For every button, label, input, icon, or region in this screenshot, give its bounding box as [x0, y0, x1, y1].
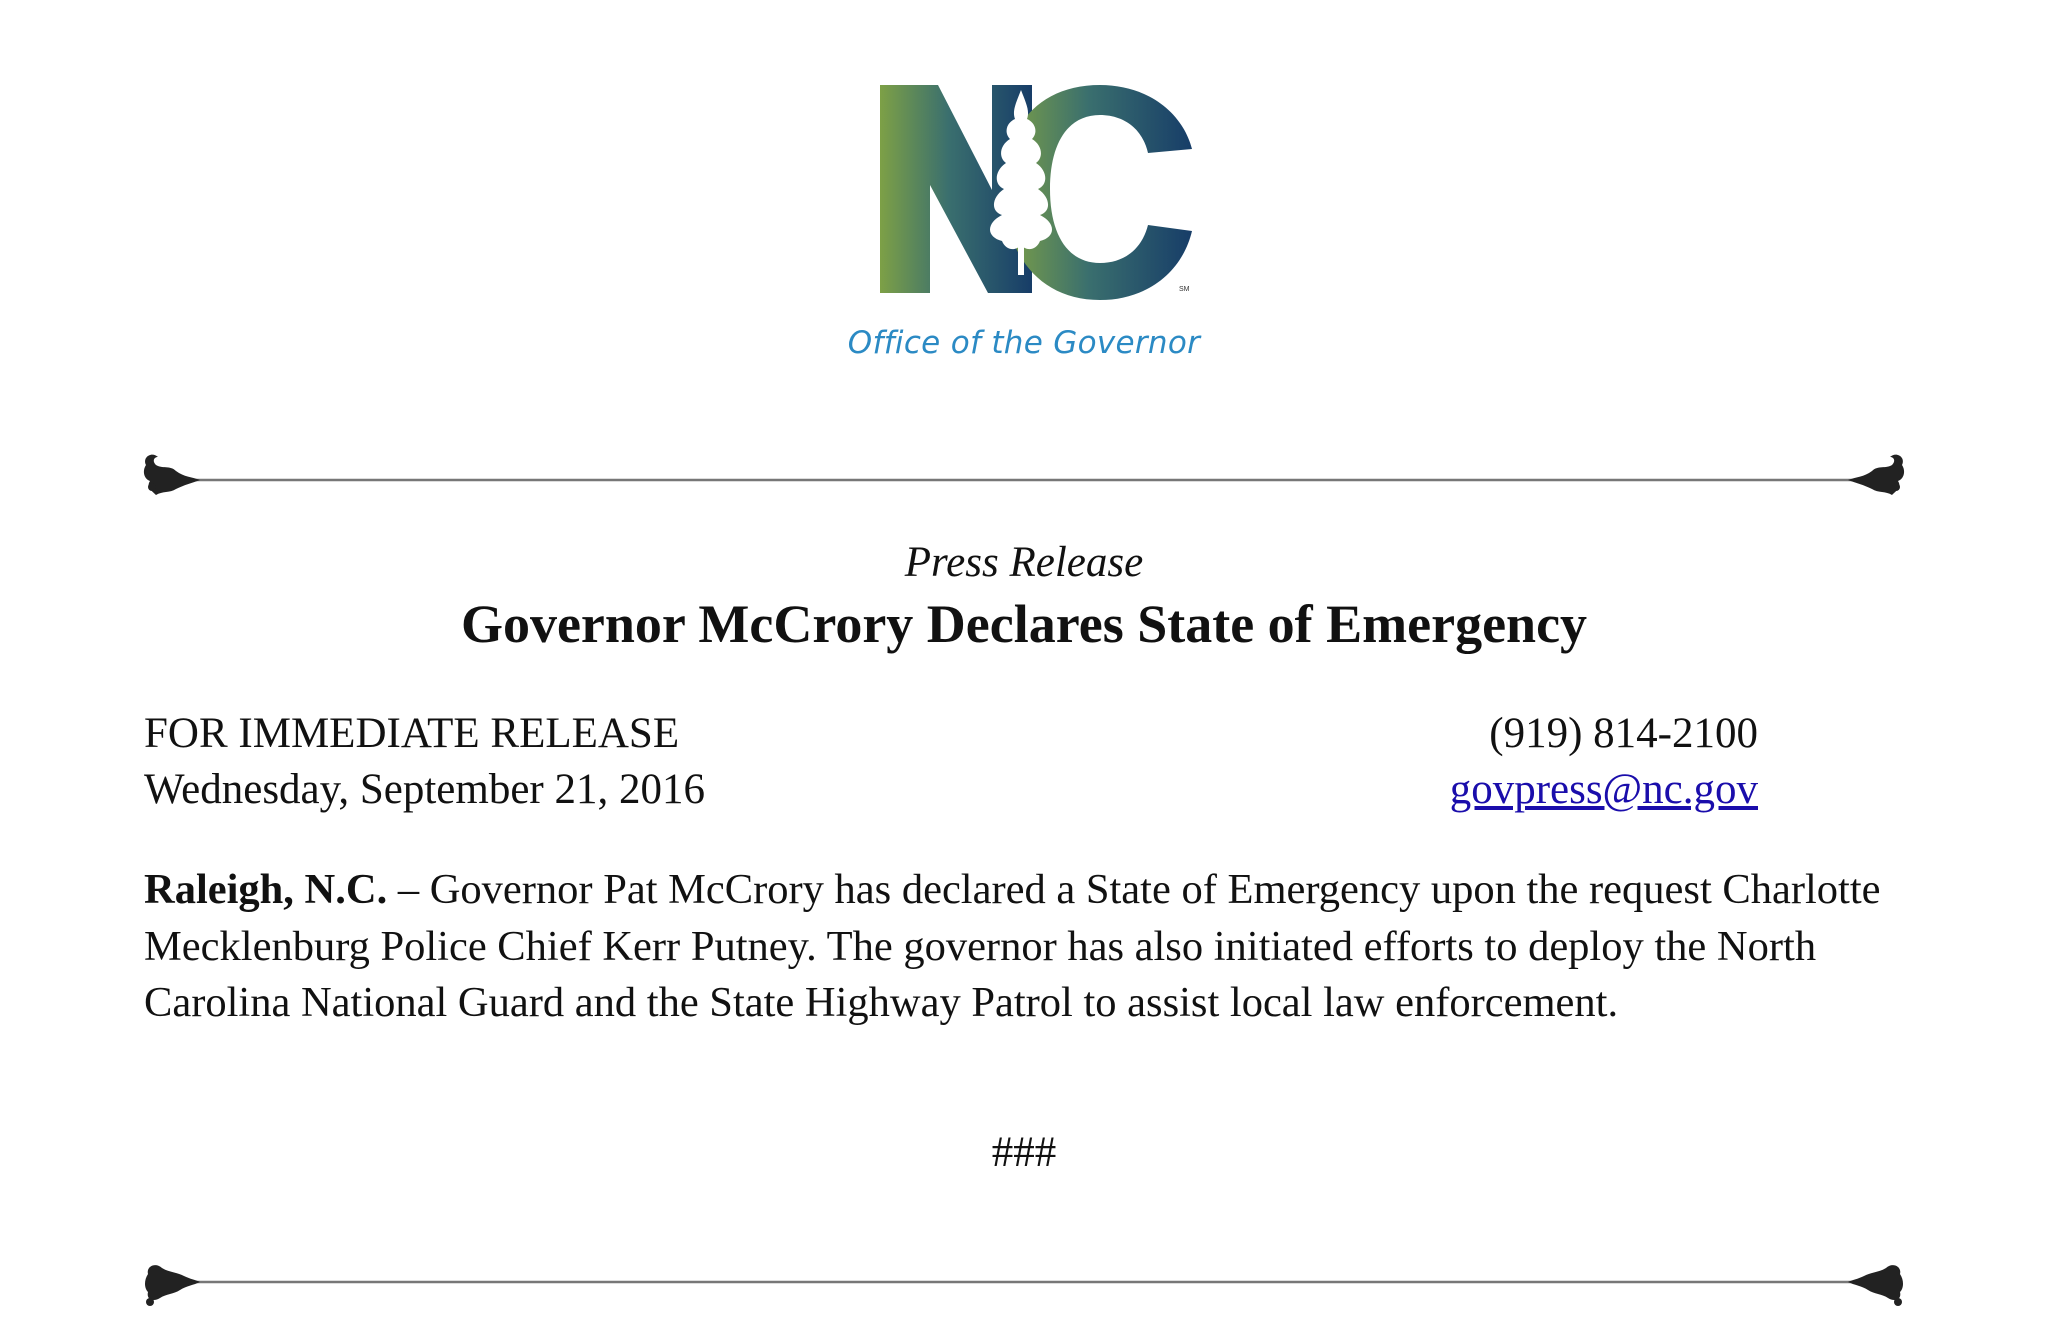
top-divider	[140, 447, 1908, 507]
end-mark: ###	[991, 1129, 1057, 1176]
dateline: Raleigh, N.C.	[144, 866, 388, 913]
release-type: Press Release	[904, 539, 1144, 586]
flourish-ornament-icon	[1848, 1265, 1903, 1306]
bottom-divider	[140, 1252, 1908, 1312]
dateline-dash: –	[387, 866, 430, 913]
body-paragraph: Governor Pat McCrory has declared a State of Emergency upon the request Charlotte Mecklenburg Police Chief Kerr Putney. The governor has also initiated efforts to deploy the North Carolina National Guard and the State Highway Patrol to assist local law enforcement.	[144, 866, 1881, 1026]
press-release-body	[144, 862, 1924, 1032]
office-label: Office of the Governor	[847, 325, 1201, 361]
release-meta-left	[144, 706, 705, 818]
release-date: Wednesday, September 21, 2016	[144, 766, 705, 813]
flourish-ornament-icon	[145, 1265, 200, 1306]
nc-logo	[880, 85, 1192, 300]
contact-info	[1450, 706, 1758, 818]
contact-phone: (919) 814-2100	[1489, 710, 1758, 757]
nc-tree-logo-icon	[880, 85, 1192, 300]
service-mark: SM	[1179, 286, 1190, 293]
flourish-ornament-icon	[1848, 455, 1904, 495]
release-status: FOR IMMEDIATE RELEASE	[144, 710, 680, 757]
contact-email-link[interactable]: govpress@nc.gov	[1449, 766, 1758, 813]
headline: Governor McCrory Declares State of Emergency	[460, 594, 1588, 654]
flourish-ornament-icon	[144, 455, 200, 495]
